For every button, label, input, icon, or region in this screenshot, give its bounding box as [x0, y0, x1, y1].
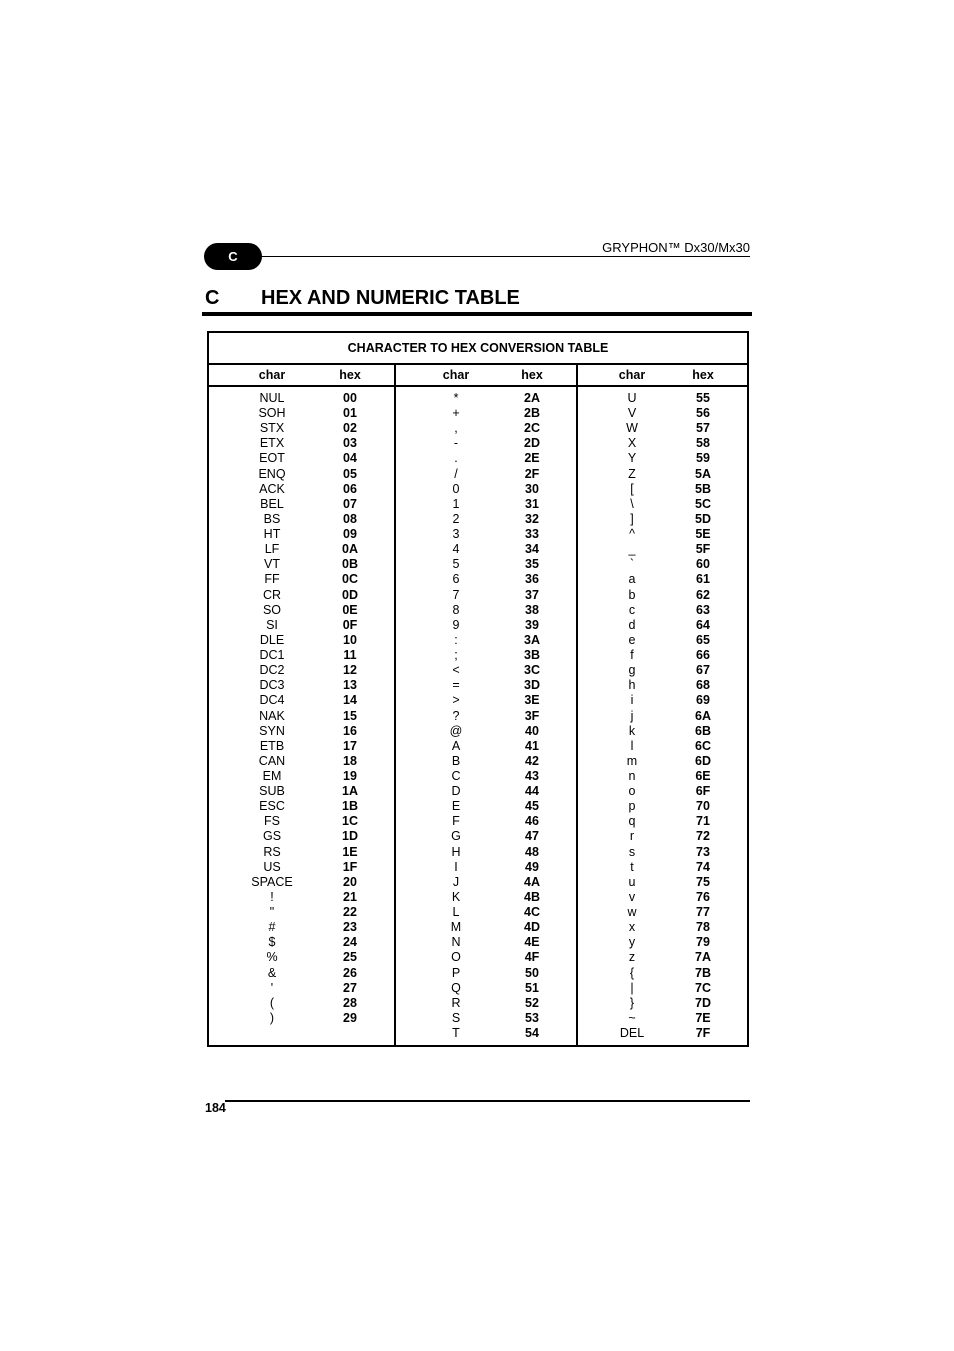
- table-cell-char: 9: [452, 617, 460, 632]
- table-cell-char: `: [629, 557, 635, 572]
- table-cell-char: BEL: [260, 496, 284, 511]
- table-cell-hex: 6B: [695, 723, 711, 738]
- table-cell-hex: 12: [343, 663, 357, 678]
- column-header-char: char: [618, 368, 646, 382]
- table-cell-char: DEL: [619, 1026, 645, 1041]
- table-cell-hex: 3B: [524, 648, 540, 663]
- table-cell-char: I: [454, 859, 458, 874]
- table-cell-char: f: [630, 648, 634, 663]
- table-cell-hex: 1F: [342, 859, 358, 874]
- table-cell-hex: 47: [525, 829, 539, 844]
- table-cell-char: T: [452, 1026, 460, 1041]
- table-cell-hex: 38: [525, 602, 539, 617]
- table-cell-char: D: [451, 784, 461, 799]
- table-cell-hex: 6D: [695, 753, 711, 768]
- table-cell-hex: 13: [343, 678, 357, 693]
- table-cell-hex: 3C: [524, 663, 540, 678]
- table-cell-hex: 7E: [695, 1010, 711, 1025]
- table-cell-hex: 0B: [342, 557, 358, 572]
- table-cell-hex: 2C: [524, 421, 540, 436]
- table-cell-char: i: [630, 693, 634, 708]
- table-cell-hex: 78: [696, 920, 710, 935]
- table-cell-hex: 15: [343, 708, 357, 723]
- table-cell-hex: 35: [525, 557, 539, 572]
- table-cell-hex: 21: [343, 889, 357, 904]
- table-cell-hex: 74: [696, 859, 710, 874]
- table-cell-char: A: [451, 738, 461, 753]
- table-cell-char: b: [628, 587, 636, 602]
- table-cell-hex: 56: [696, 406, 710, 421]
- table-cell-hex: 70: [696, 799, 710, 814]
- table-cell-hex: 34: [525, 542, 539, 557]
- column-header-char: char: [442, 368, 470, 382]
- table-cell-char: K: [451, 889, 461, 904]
- column-header-hex: hex: [521, 368, 543, 382]
- table-cell-char: 8: [452, 602, 460, 617]
- table-cell-char: R: [451, 995, 461, 1010]
- table-cell-hex: 5B: [695, 481, 711, 496]
- table-cell-hex: 39: [525, 617, 539, 632]
- table-cell-char: FS: [264, 814, 280, 829]
- table-cell-hex: 20: [343, 874, 357, 889]
- table-cell-char: j: [630, 708, 634, 723]
- table-cell-hex: 23: [343, 920, 357, 935]
- table-cell-hex: 5D: [695, 511, 711, 526]
- table-cell-char: US: [263, 859, 281, 874]
- table-cell-hex: 1A: [342, 784, 358, 799]
- table-cell-char: _: [628, 542, 636, 557]
- table-cell-char: W: [626, 421, 638, 436]
- table-cell-hex: 22: [343, 905, 357, 920]
- table-cell-char: r: [629, 829, 635, 844]
- table-cell-hex: 58: [696, 436, 710, 451]
- table-cell-hex: 67: [696, 663, 710, 678]
- table-cell-char: ~: [628, 1010, 636, 1025]
- table-cell-hex: 2F: [524, 466, 540, 481]
- table-cell-char: x: [628, 920, 636, 935]
- table-cell-char: DC2: [259, 663, 285, 678]
- table-cell-char: e: [628, 632, 636, 647]
- table-cell-hex: 69: [696, 693, 710, 708]
- table-cell-hex: 76: [696, 889, 710, 904]
- table-cell-char: ^: [629, 527, 635, 542]
- table-cell-hex: 6C: [695, 738, 711, 753]
- table-cell-char: 0: [452, 481, 460, 496]
- table-cell-hex: 60: [696, 557, 710, 572]
- table-cell-char: VT: [264, 557, 280, 572]
- table-cell-hex: 4F: [524, 950, 540, 965]
- table-cell-char: @: [449, 723, 463, 738]
- table-cell-hex: 0E: [342, 602, 358, 617]
- table-cell-hex: 4A: [524, 874, 540, 889]
- table-cell-hex: 09: [343, 527, 357, 542]
- table-cell-char: ESC: [259, 799, 285, 814]
- table-cell-hex: 1C: [342, 814, 358, 829]
- table-cell-hex: 77: [696, 905, 710, 920]
- table-cell-char: SO: [262, 602, 282, 617]
- table-cell-hex: 0D: [342, 587, 358, 602]
- table-cell-hex: 1D: [342, 829, 358, 844]
- table-cell-char: ACK: [259, 481, 285, 496]
- table-cell-hex: 0F: [342, 617, 358, 632]
- title-rule: [202, 312, 752, 316]
- table-cell-hex: 05: [343, 466, 357, 481]
- table-cell-hex: 2E: [524, 451, 540, 466]
- table-cell-hex: 1B: [342, 799, 358, 814]
- table-cell-hex: 66: [696, 648, 710, 663]
- table-cell-hex: 31: [525, 496, 539, 511]
- table-cell-char: \: [630, 496, 634, 511]
- table-cell-hex: 16: [343, 723, 357, 738]
- footer-rule: [225, 1100, 750, 1102]
- table-cell-hex: 73: [696, 844, 710, 859]
- table-cell-hex: 57: [696, 421, 710, 436]
- table-cell-hex: 0A: [342, 542, 358, 557]
- table-cell-char: [: [630, 481, 634, 496]
- table-cell-char: /: [454, 466, 458, 481]
- table-cell-hex: 65: [696, 632, 710, 647]
- table-cell-char: SPACE: [251, 874, 293, 889]
- table-cell-hex: 4C: [524, 905, 540, 920]
- table-cell-hex: 5F: [695, 542, 711, 557]
- table-cell-hex: 19: [343, 769, 357, 783]
- table-cell-char: L: [452, 905, 460, 920]
- table-cell-hex: 68: [696, 678, 710, 693]
- table-cell-char: ETB: [259, 738, 285, 753]
- table-cell-hex: 54: [525, 1026, 539, 1041]
- table-cell-char: z: [628, 950, 636, 965]
- table-cell-hex: 0C: [342, 572, 358, 587]
- table-cell-hex: 02: [343, 421, 357, 436]
- table-cell-char: NUL: [259, 391, 285, 405]
- table-cell-char: S: [451, 1010, 461, 1025]
- table-cell-char: V: [627, 406, 637, 421]
- table-cell-char: %: [266, 950, 278, 965]
- column-header-hex: hex: [692, 368, 714, 382]
- table-cell-char: $: [268, 935, 276, 950]
- table-cell-char: y: [628, 935, 636, 950]
- table-cell-char: CR: [262, 587, 282, 602]
- table-cell-char: EM: [262, 769, 282, 783]
- table-cell-hex: 33: [525, 527, 539, 542]
- table-cell-hex: 42: [525, 753, 539, 768]
- table-cell-char: SUB: [259, 784, 285, 799]
- table-cell-char: :: [454, 632, 458, 647]
- table-cell-hex: 24: [343, 935, 357, 950]
- table-cell-hex: 2A: [524, 391, 540, 405]
- table-cell-char: o: [628, 784, 636, 799]
- table-cell-hex: 07: [343, 496, 357, 511]
- table-cell-char: HT: [263, 527, 281, 542]
- table-cell-char: C: [451, 769, 461, 783]
- table-cell-char: 3: [452, 527, 460, 542]
- table-header-row: [209, 365, 747, 387]
- table-cell-hex: 45: [525, 799, 539, 814]
- table-cell-char: +: [452, 406, 460, 421]
- table-cell-hex: 25: [343, 950, 357, 965]
- table-cell-char: 4: [452, 542, 460, 557]
- table-cell-hex: 3F: [524, 708, 540, 723]
- table-cell-hex: 61: [696, 572, 710, 587]
- table-cell-char: !: [270, 889, 274, 904]
- table-cell-char: GS: [262, 829, 282, 844]
- chapter-tab-label: C: [228, 249, 238, 264]
- table-cell-hex: 7D: [695, 995, 711, 1010]
- table-cell-char: ,: [454, 421, 458, 436]
- table-cell-hex: 40: [525, 723, 539, 738]
- table-cell-char: }: [629, 995, 635, 1010]
- column-divider: [394, 365, 396, 1045]
- table-cell-hex: 3E: [524, 693, 540, 708]
- table-cell-char: X: [627, 436, 637, 451]
- table-cell-hex: 72: [696, 829, 710, 844]
- table-cell-char: u: [628, 874, 636, 889]
- table-cell-hex: 04: [343, 451, 357, 466]
- table-cell-hex: 11: [343, 648, 357, 663]
- table-cell-char: *: [453, 391, 459, 405]
- table-cell-char: DC1: [259, 648, 285, 663]
- table-cell-hex: 41: [525, 738, 539, 753]
- table-cell-char: ': [270, 980, 274, 995]
- table-cell-hex: 71: [696, 814, 710, 829]
- table-cell-hex: 4E: [524, 935, 540, 950]
- table-cell-char: >: [452, 693, 460, 708]
- table-cell-char: #: [268, 920, 276, 935]
- table-cell-hex: 48: [525, 844, 539, 859]
- table-cell-hex: 55: [696, 391, 710, 405]
- table-cell-hex: 7B: [695, 965, 711, 980]
- table-cell-char: DC4: [259, 693, 285, 708]
- table-cell-char: ENQ: [258, 466, 286, 481]
- table-cell-hex: 53: [525, 1010, 539, 1025]
- table-cell-char: d: [628, 617, 636, 632]
- table-cell-char: CAN: [258, 753, 286, 768]
- table-cell-hex: 27: [343, 980, 357, 995]
- page-number: 184: [205, 1101, 226, 1115]
- table-cell-hex: 06: [343, 481, 357, 496]
- table-cell-hex: 36: [525, 572, 539, 587]
- table-cell-char: LF: [264, 542, 280, 557]
- table-cell-char: BS: [263, 511, 281, 526]
- table-cell-char: DC3: [259, 678, 285, 693]
- table-cell-char: B: [451, 753, 461, 768]
- header-rule: [232, 256, 750, 257]
- table-cell-char: .: [454, 451, 458, 466]
- table-cell-hex: 3D: [524, 678, 540, 693]
- table-cell-char: l: [630, 738, 634, 753]
- table-cell-hex: 5E: [695, 527, 711, 542]
- table-cell-hex: 26: [343, 965, 357, 980]
- table-cell-hex: 1E: [342, 844, 358, 859]
- table-cell-char: Y: [627, 451, 637, 466]
- table-cell-hex: 7C: [695, 980, 711, 995]
- table-cell-char: M: [450, 920, 462, 935]
- table-cell-hex: 37: [525, 587, 539, 602]
- table-cell-char: p: [628, 799, 636, 814]
- chapter-letter: C: [205, 287, 220, 309]
- table-cell-hex: 49: [525, 859, 539, 874]
- table-cell-hex: 08: [343, 511, 357, 526]
- table-cell-hex: 7F: [695, 1026, 711, 1041]
- table-cell-char: P: [451, 965, 461, 980]
- table-cell-hex: 51: [525, 980, 539, 995]
- table-cell-hex: 6F: [695, 784, 711, 799]
- table-cell-char: (: [269, 995, 275, 1010]
- table-cell-char: SI: [266, 617, 278, 632]
- table-title: CHARACTER TO HEX CONVERSION TABLE: [209, 333, 747, 365]
- table-cell-char: ": [269, 905, 275, 920]
- table-cell-char: =: [452, 678, 460, 693]
- table-cell-char: DLE: [259, 632, 285, 647]
- table-cell-char: Z: [628, 466, 636, 481]
- table-cell-hex: 28: [343, 995, 357, 1010]
- table-cell-hex: 6E: [695, 769, 711, 783]
- table-cell-char: ;: [454, 648, 458, 663]
- table-cell-char: ?: [452, 708, 460, 723]
- table-cell-char: Q: [451, 980, 461, 995]
- table-cell-char: k: [628, 723, 636, 738]
- table-cell-char: EOT: [259, 451, 285, 466]
- table-cell-hex: 64: [696, 617, 710, 632]
- table-cell-char: 1: [452, 496, 460, 511]
- table-cell-char: q: [628, 814, 636, 829]
- table-cell-char: O: [451, 950, 461, 965]
- table-cell-char: FF: [264, 572, 280, 587]
- table-cell-char: E: [451, 799, 461, 814]
- chapter-title: HEX AND NUMERIC TABLE: [261, 287, 520, 309]
- table-cell-hex: 63: [696, 602, 710, 617]
- table-cell-char: ): [269, 1010, 275, 1025]
- table-cell-hex: 4B: [524, 889, 540, 904]
- table-cell-char: 6: [452, 572, 460, 587]
- table-cell-hex: 18: [343, 753, 357, 768]
- table-cell-char: a: [628, 572, 636, 587]
- table-cell-char: t: [630, 859, 634, 874]
- table-cell-char: J: [452, 874, 460, 889]
- table-cell-hex: 4D: [524, 920, 540, 935]
- hex-conversion-table: [207, 331, 749, 1047]
- table-cell-hex: 32: [525, 511, 539, 526]
- table-cell-hex: 3A: [524, 632, 540, 647]
- table-cell-char: F: [452, 814, 460, 829]
- column-divider: [576, 365, 578, 1045]
- table-cell-hex: 01: [343, 406, 357, 421]
- table-cell-char: h: [628, 678, 636, 693]
- table-cell-char: &: [267, 965, 277, 980]
- product-name: GRYPHON™ Dx30/Mx30: [602, 240, 750, 255]
- column-header-char: char: [258, 368, 286, 382]
- table-cell-char: s: [628, 844, 636, 859]
- table-cell-hex: 5A: [695, 466, 711, 481]
- table-cell-char: ]: [630, 511, 634, 526]
- table-cell-hex: 44: [525, 784, 539, 799]
- table-cell-char: G: [451, 829, 461, 844]
- table-cell-char: STX: [259, 421, 285, 436]
- table-cell-char: m: [626, 753, 638, 768]
- table-cell-hex: 62: [696, 587, 710, 602]
- table-cell-hex: 7A: [695, 950, 711, 965]
- table-cell-hex: 43: [525, 769, 539, 783]
- table-cell-hex: 79: [696, 935, 710, 950]
- table-cell-char: H: [451, 844, 461, 859]
- table-cell-hex: 59: [696, 451, 710, 466]
- table-cell-char: w: [627, 905, 637, 920]
- table-cell-char: NAK: [259, 708, 285, 723]
- table-cell-char: 2: [452, 511, 460, 526]
- table-cell-char: <: [452, 663, 460, 678]
- table-cell-char: v: [628, 889, 636, 904]
- table-cell-char: n: [628, 769, 636, 783]
- table-cell-hex: 14: [343, 693, 357, 708]
- table-cell-hex: 5C: [695, 496, 711, 511]
- table-cell-hex: 03: [343, 436, 357, 451]
- table-cell-hex: 2D: [524, 436, 540, 451]
- table-cell-char: |: [630, 980, 634, 995]
- table-cell-char: RS: [263, 844, 281, 859]
- table-cell-char: -: [453, 436, 459, 451]
- table-cell-hex: 75: [696, 874, 710, 889]
- table-cell-char: N: [451, 935, 461, 950]
- table-cell-hex: 30: [525, 481, 539, 496]
- table-cell-char: 5: [452, 557, 460, 572]
- table-cell-hex: 10: [343, 632, 357, 647]
- table-cell-char: c: [628, 602, 636, 617]
- table-cell-char: {: [629, 965, 635, 980]
- table-cell-hex: 6A: [695, 708, 711, 723]
- table-cell-hex: 29: [343, 1010, 357, 1025]
- table-cell-char: ETX: [259, 436, 285, 451]
- table-cell-hex: 2B: [524, 406, 540, 421]
- column-header-hex: hex: [339, 368, 361, 382]
- table-cell-hex: 00: [343, 391, 357, 405]
- table-cell-char: U: [627, 391, 637, 405]
- table-cell-hex: 52: [525, 995, 539, 1010]
- table-cell-hex: 50: [525, 965, 539, 980]
- table-cell-char: 7: [452, 587, 460, 602]
- table-cell-hex: 46: [525, 814, 539, 829]
- table-cell-char: SOH: [258, 406, 286, 421]
- table-cell-char: SYN: [259, 723, 285, 738]
- table-cell-char: g: [628, 663, 636, 678]
- table-cell-hex: 17: [343, 738, 357, 753]
